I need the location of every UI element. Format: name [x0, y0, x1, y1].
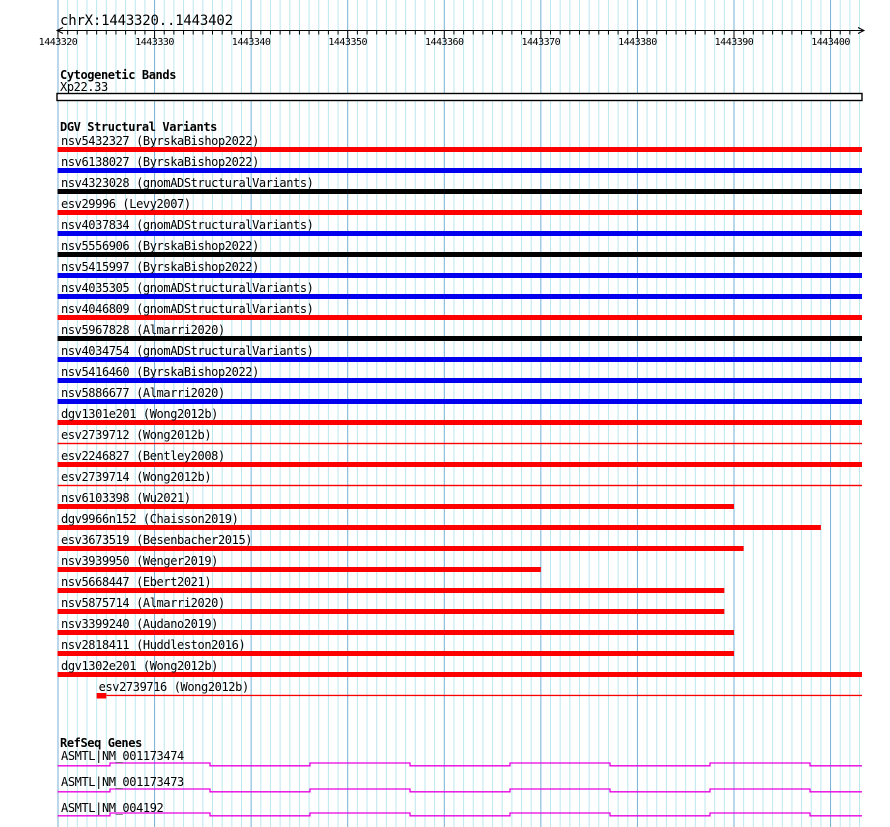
variant-label[interactable]: nsv3939950 (Wenger2019) — [61, 554, 218, 568]
variant-label[interactable]: nsv5556906 (ByrskaBishop2022) — [61, 239, 259, 253]
variant-label[interactable]: nsv4035305 (gnomADStructuralVariants) — [61, 281, 314, 295]
region-title: chrX:1443320..1443402 — [60, 13, 233, 29]
variant-label[interactable]: nsv5668447 (Ebert2021) — [61, 575, 212, 589]
variant-label[interactable]: esv2739714 (Wong2012b) — [61, 470, 212, 484]
variant-label[interactable]: dgv1301e201 (Wong2012b) — [61, 407, 218, 421]
variant-label[interactable]: dgv9966n152 (Chaisson2019) — [61, 512, 239, 526]
variant-label[interactable]: nsv4323028 (gnomADStructuralVariants) — [61, 176, 314, 190]
variant-label[interactable]: esv2246827 (Bentley2008) — [61, 449, 225, 463]
gene-structure-line[interactable] — [58, 789, 863, 792]
ruler-tick-label: 1443330 — [135, 37, 174, 48]
section-header-dgv: DGV Structural Variants — [60, 120, 217, 134]
ruler-tick-label: 1443340 — [231, 37, 271, 48]
section-header-cytogenetic: Cytogenetic Bands — [60, 68, 177, 82]
variant-label[interactable]: nsv5432327 (ByrskaBishop2022) — [61, 134, 259, 148]
variant-label[interactable]: esv2739716 (Wong2012b) — [98, 680, 249, 694]
ruler-tick-label: 1443370 — [521, 37, 561, 48]
cytoband-label[interactable]: Xp22.33 — [60, 80, 108, 94]
variant-label[interactable]: nsv4034754 (gnomADStructuralVariants) — [61, 344, 314, 358]
variant-label[interactable]: nsv5416460 (ByrskaBishop2022) — [61, 365, 259, 379]
gene-label[interactable]: ASMTL|NM_001173473 — [61, 775, 184, 789]
cytoband-box[interactable] — [57, 94, 862, 101]
ruler-tick-label: 1443360 — [424, 37, 464, 48]
variant-line[interactable] — [58, 443, 863, 444]
variant-label[interactable]: esv3673519 (Besenbacher2015) — [61, 533, 253, 547]
variant-label[interactable]: esv2739712 (Wong2012b) — [61, 428, 212, 442]
variant-label[interactable]: nsv5415997 (ByrskaBishop2022) — [61, 260, 259, 274]
ruler-tick-label: 1443390 — [714, 37, 754, 48]
variant-label[interactable]: nsv4046809 (gnomADStructuralVariants) — [61, 302, 314, 316]
ruler-tick-label: 1443400 — [811, 37, 850, 48]
gene-structure-line[interactable] — [58, 763, 863, 766]
gene-label[interactable]: ASMTL|NM_004192 — [61, 801, 164, 815]
variant-label[interactable]: dgv1302e201 (Wong2012b) — [61, 659, 218, 673]
variant-label[interactable]: nsv5886677 (Almarri2020) — [61, 386, 225, 400]
variant-extent-line[interactable] — [106, 695, 862, 696]
gene-structure-line[interactable] — [58, 813, 863, 816]
section-header-refseq: RefSeq Genes — [60, 736, 142, 750]
variant-label[interactable]: nsv5967828 (Almarri2020) — [61, 323, 225, 337]
variant-label[interactable]: nsv5875714 (Almarri2020) — [61, 596, 225, 610]
variant-label[interactable]: nsv2818411 (Huddleston2016) — [61, 638, 246, 652]
gene-label[interactable]: ASMTL|NM_001173474 — [61, 749, 184, 763]
variant-label[interactable]: nsv6103398 (Wu2021) — [61, 491, 191, 505]
variant-label[interactable]: nsv6138027 (ByrskaBishop2022) — [61, 155, 259, 169]
variant-label[interactable]: nsv3399240 (Audano2019) — [61, 617, 218, 631]
ruler-tick-label: 1443350 — [328, 37, 368, 48]
ruler-tick-label: 1443380 — [618, 37, 657, 48]
variant-label[interactable]: nsv4037834 (gnomADStructuralVariants) — [61, 218, 314, 232]
ruler-tick-label: 1443320 — [38, 37, 78, 48]
variant-label[interactable]: esv29996 (Levy2007) — [61, 197, 191, 211]
variant-line[interactable] — [58, 485, 863, 486]
